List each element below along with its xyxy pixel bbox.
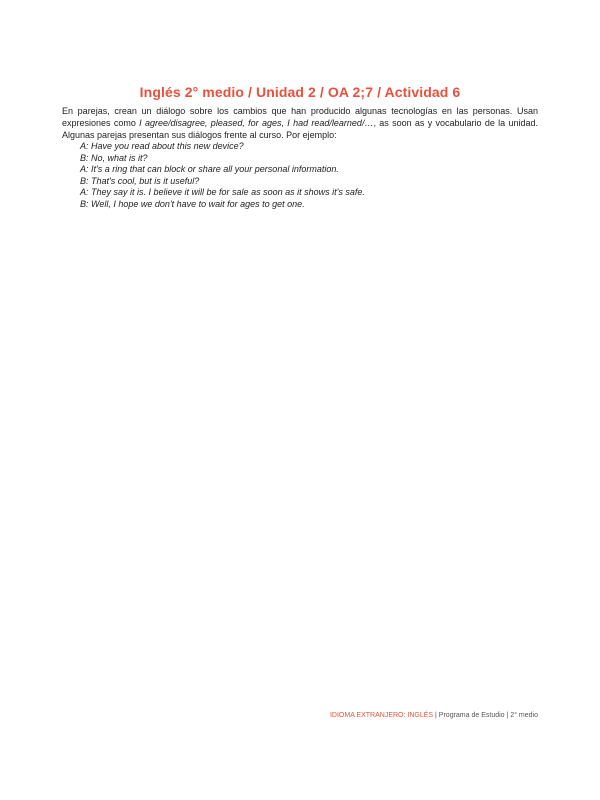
dialogue-line: A: It's a ring that can block or share all your personal information. xyxy=(80,164,339,174)
dialogue-line: B: That's cool, but is it useful? xyxy=(80,175,200,186)
dialogue-line: B: No, what is it? xyxy=(80,152,148,163)
example-dialogue xyxy=(62,141,538,210)
footer-subject: IDIOMA EXTRANJERO: INGLÉS xyxy=(329,712,434,719)
footer-grade: 2° medio xyxy=(510,712,538,719)
instructions-text-end: , as soon as y vocabulario de la unidad. Algunas parejas presentan sus diálogos frente al curso. Por ejemplo: xyxy=(62,118,538,140)
page-footer xyxy=(330,712,538,719)
footer-program: Programa de Estudio xyxy=(438,712,505,719)
page-title: Inglés 2° medio / Unidad 2 / OA 2;7 / Actividad 6 xyxy=(139,84,461,101)
activity-content xyxy=(62,105,538,210)
instructions-text-start: En parejas, crean un diálogo sobre los cambios que han producido algunas tecnologías en las personas. Usan expresiones como xyxy=(62,106,538,128)
footer-separator: | xyxy=(506,712,509,719)
dialogue-line: B: Well, I hope we don't have to wait for ages to get one. xyxy=(80,198,305,209)
dialogue-line: A: Have you read about this new device? xyxy=(80,141,244,151)
dialogue-line: A: They say it is. I believe it will be for sale as soon as it shows it's safe. xyxy=(80,187,365,197)
activity-instructions xyxy=(62,105,538,141)
instructions-expressions: I agree/disagree, pleased, for ages, I had read/learned/… xyxy=(139,118,374,128)
footer-separator: | xyxy=(435,712,437,719)
